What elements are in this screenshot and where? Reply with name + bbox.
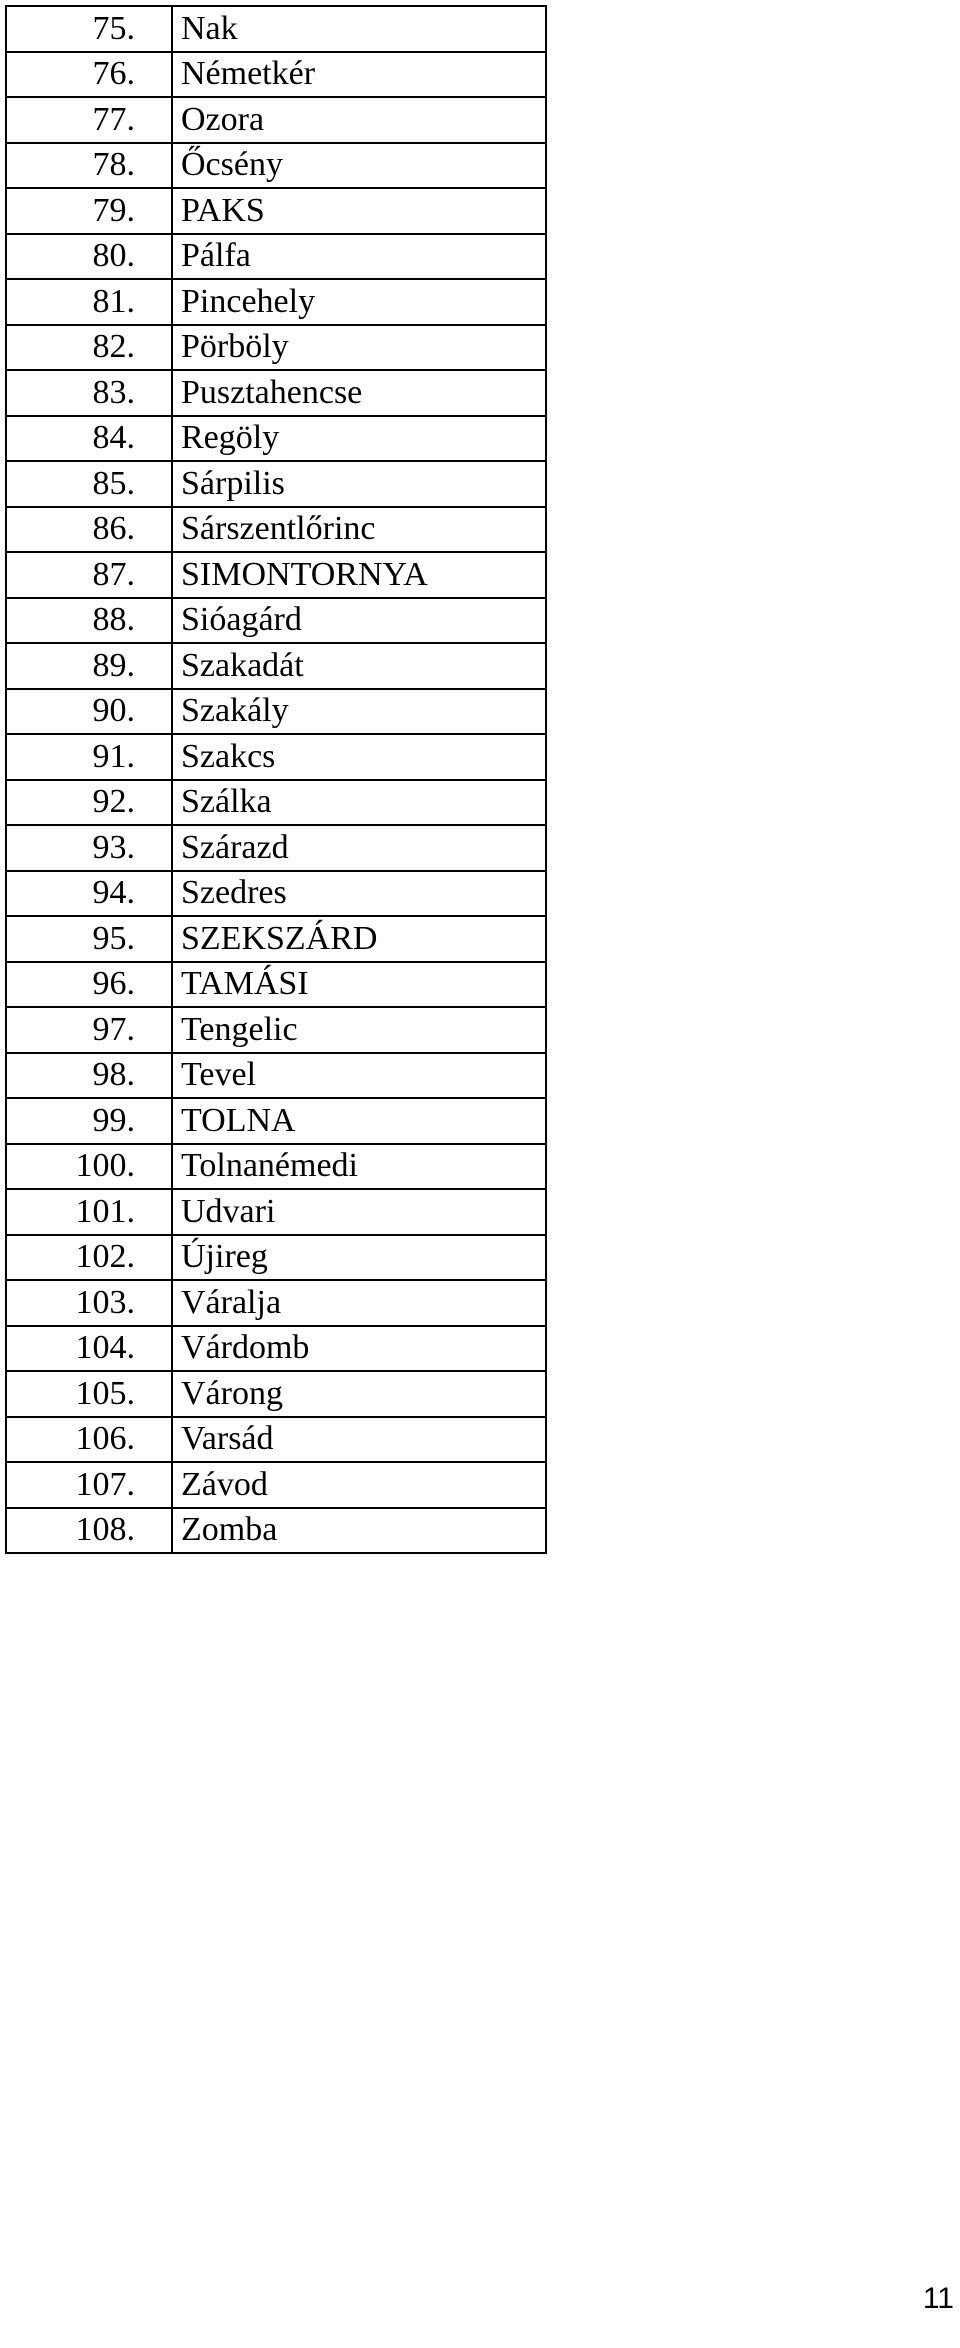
row-number-cell: 75. — [6, 6, 172, 52]
settlement-name-cell: Várong — [172, 1371, 546, 1417]
row-number-cell: 76. — [6, 52, 172, 98]
settlement-name-cell: Sióagárd — [172, 598, 546, 644]
settlement-name-cell: PAKS — [172, 188, 546, 234]
settlement-name-cell: Pusztahencse — [172, 370, 546, 416]
row-number-cell: 91. — [6, 734, 172, 780]
row-number-cell: 87. — [6, 552, 172, 598]
row-number-cell: 105. — [6, 1371, 172, 1417]
settlement-name-cell: Szakály — [172, 689, 546, 735]
table-row — [6, 279, 546, 325]
row-number-cell: 101. — [6, 1189, 172, 1235]
row-number-cell: 94. — [6, 871, 172, 917]
table-row — [6, 370, 546, 416]
row-number-cell: 108. — [6, 1508, 172, 1554]
table-row — [6, 325, 546, 371]
row-number-cell: 85. — [6, 461, 172, 507]
settlement-name-cell: TOLNA — [172, 1098, 546, 1144]
settlement-name-cell: Pincehely — [172, 279, 546, 325]
row-number-cell: 95. — [6, 916, 172, 962]
row-number-cell: 84. — [6, 416, 172, 462]
table-row — [6, 1098, 546, 1144]
row-number-cell: 82. — [6, 325, 172, 371]
table-row — [6, 916, 546, 962]
settlement-name-cell: Németkér — [172, 52, 546, 98]
table-row — [6, 1007, 546, 1053]
settlement-name-cell: Szakadát — [172, 643, 546, 689]
settlement-name-cell: Regöly — [172, 416, 546, 462]
row-number-cell: 104. — [6, 1326, 172, 1372]
row-number-cell: 99. — [6, 1098, 172, 1144]
table-row — [6, 871, 546, 917]
table-row — [6, 143, 546, 189]
settlement-name-cell: Váralja — [172, 1280, 546, 1326]
row-number-cell: 86. — [6, 507, 172, 553]
table-row — [6, 1053, 546, 1099]
row-number-cell: 78. — [6, 143, 172, 189]
row-number-cell: 90. — [6, 689, 172, 735]
table-row — [6, 1326, 546, 1372]
row-number-cell: 98. — [6, 1053, 172, 1099]
table-row — [6, 97, 546, 143]
row-number-cell: 103. — [6, 1280, 172, 1326]
table-row — [6, 188, 546, 234]
row-number-cell: 88. — [6, 598, 172, 644]
settlement-name-cell: Szakcs — [172, 734, 546, 780]
settlement-name-cell: Sárszentlőrinc — [172, 507, 546, 553]
row-number-cell: 89. — [6, 643, 172, 689]
settlement-name-cell: Szárazd — [172, 825, 546, 871]
settlement-name-cell: Pálfa — [172, 234, 546, 280]
table-row — [6, 552, 546, 598]
settlement-name-cell: Tevel — [172, 1053, 546, 1099]
table-row — [6, 1462, 546, 1508]
row-number-cell: 80. — [6, 234, 172, 280]
table-row — [6, 461, 546, 507]
settlement-name-cell: Tolnanémedi — [172, 1144, 546, 1190]
row-number-cell: 102. — [6, 1235, 172, 1281]
table-row — [6, 6, 546, 52]
settlement-name-cell: Várdomb — [172, 1326, 546, 1372]
table-row — [6, 234, 546, 280]
settlement-table — [5, 5, 547, 1554]
table-row — [6, 1189, 546, 1235]
table-row — [6, 416, 546, 462]
table-row — [6, 689, 546, 735]
row-number-cell: 96. — [6, 962, 172, 1008]
table-row — [6, 598, 546, 644]
row-number-cell: 97. — [6, 1007, 172, 1053]
table-row — [6, 1371, 546, 1417]
settlement-name-cell: Szálka — [172, 780, 546, 826]
row-number-cell: 93. — [6, 825, 172, 871]
table-row — [6, 825, 546, 871]
row-number-cell: 81. — [6, 279, 172, 325]
row-number-cell: 77. — [6, 97, 172, 143]
table-row — [6, 734, 546, 780]
settlement-name-cell: Nak — [172, 6, 546, 52]
settlement-name-cell: Ozora — [172, 97, 546, 143]
settlement-name-cell: Sárpilis — [172, 461, 546, 507]
table-row — [6, 1235, 546, 1281]
row-number-cell: 106. — [6, 1417, 172, 1463]
settlement-name-cell: Zomba — [172, 1508, 546, 1554]
row-number-cell: 92. — [6, 780, 172, 826]
settlement-name-cell: Tengelic — [172, 1007, 546, 1053]
row-number-cell: 100. — [6, 1144, 172, 1190]
table-row — [6, 1144, 546, 1190]
settlement-name-cell: TAMÁSI — [172, 962, 546, 1008]
settlement-name-cell: Újireg — [172, 1235, 546, 1281]
table-row — [6, 1417, 546, 1463]
table-row — [6, 1280, 546, 1326]
table-row — [6, 780, 546, 826]
table-row — [6, 52, 546, 98]
settlement-name-cell: SZEKSZÁRD — [172, 916, 546, 962]
settlement-name-cell: Pörböly — [172, 325, 546, 371]
page-number: 11 — [922, 2282, 954, 2315]
settlement-name-cell: Szedres — [172, 871, 546, 917]
settlement-table-body — [6, 6, 546, 1553]
settlement-name-cell: Őcsény — [172, 143, 546, 189]
settlement-name-cell: SIMONTORNYA — [172, 552, 546, 598]
table-row — [6, 1508, 546, 1554]
settlement-name-cell: Závod — [172, 1462, 546, 1508]
settlement-name-cell: Varsád — [172, 1417, 546, 1463]
table-row — [6, 962, 546, 1008]
table-row — [6, 507, 546, 553]
settlement-name-cell: Udvari — [172, 1189, 546, 1235]
row-number-cell: 107. — [6, 1462, 172, 1508]
table-row — [6, 643, 546, 689]
row-number-cell: 83. — [6, 370, 172, 416]
row-number-cell: 79. — [6, 188, 172, 234]
